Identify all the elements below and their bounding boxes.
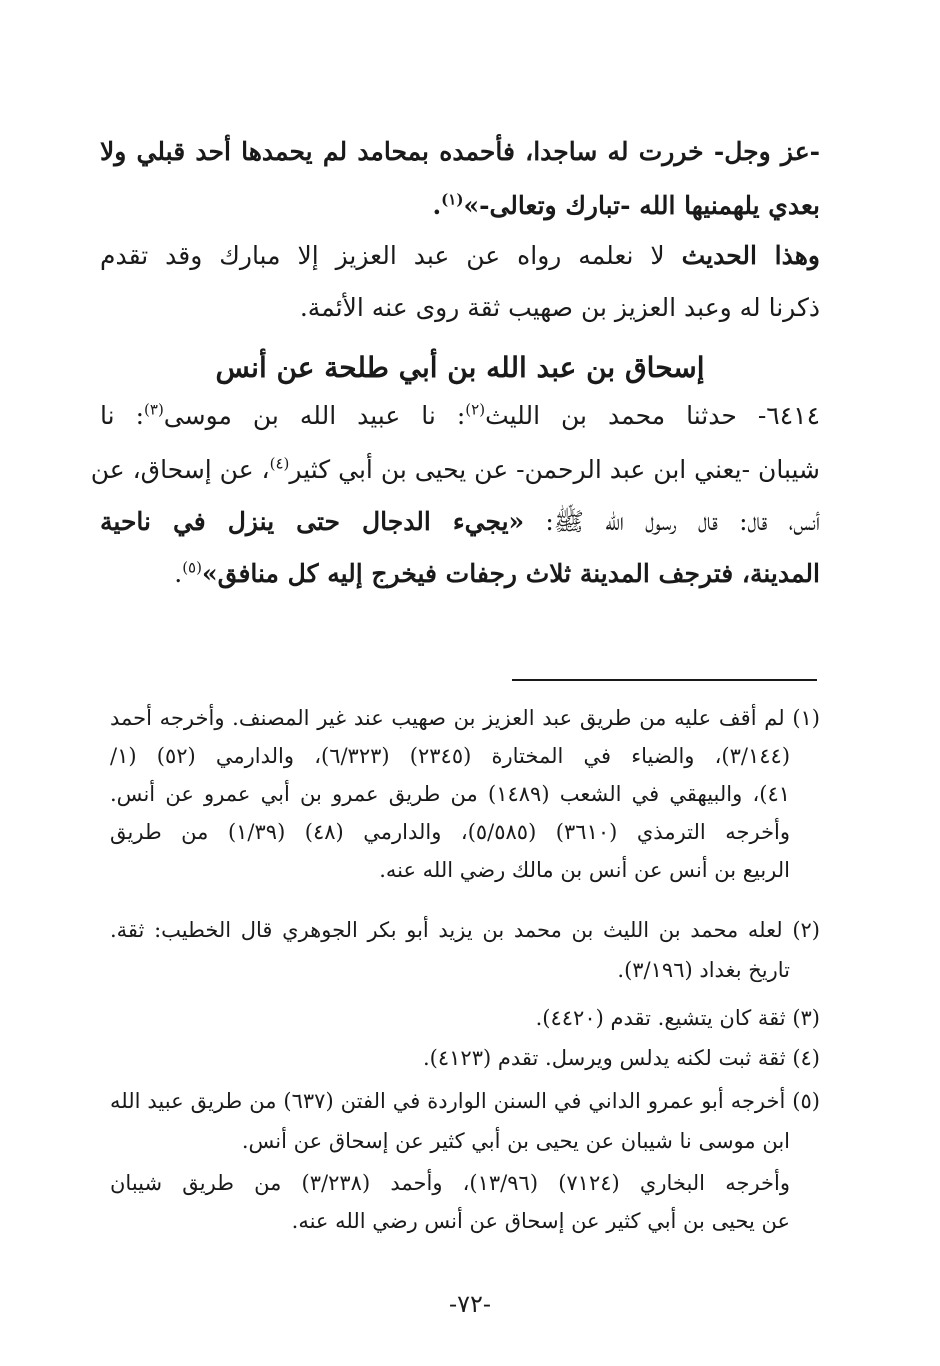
text-span: -عز وجل- خررت له ساجدا، فأحمده بمحامد لم يحمدها أحد قبلي ولا [100,137,820,166]
text-span: أنس، قال: قال رسول الله ﷺ: [524,507,821,536]
footnote-line: (٤) ثقة ثبت لكنه يدلس ويرسل. تقدم (٤١٢٣). [423,1046,820,1070]
text-line [100,128,820,176]
text-span: ذكرنا له وعبد العزيز بن صهيب ثقة روى عنه الأئمة. [299,293,820,322]
text-line [100,232,820,280]
text-line [100,392,820,440]
text-span: : نا عبيد الله بن موسى [163,401,466,430]
text-span: . [174,559,183,588]
text-span: ، عن إسحاق، عن [90,455,270,484]
text-line [100,182,820,230]
text-span: بعدي يلهمنيها الله -تبارك وتعالى-» [463,191,820,220]
footnote-ref[interactable]: (١) [441,190,464,209]
text-span: المدينة، فترجف المدينة ثلاث رجفات فيخرج إليه كل منافق» [201,559,820,588]
section-heading: إسحاق بن عبد الله بن أبي طلحة عن أنس [215,351,705,384]
text-span: وهذا الحديث [681,241,820,270]
footnote-line: (١) لم أقف عليه من طريق عبد العزيز بن صهيب عند غير المصنف. وأخرجه أحمد [110,706,820,730]
footnote-line: (٢) لعله محمد بن الليث بن محمد بن يزيد أبو بكر الجوهري قال الخطيب: ثقة. [110,918,820,942]
footnote-line: وأخرجه البخاري (٧١٢٤) (١٣/٩٦)، وأحمد (٣/٢٣٨) من طريق شيبان [110,1171,790,1195]
footnote-line: (٣) ثقة كان يتشيع. تقدم (٤٤٢٠). [535,1006,820,1030]
text-span: «يجيء الدجال حتى ينزل في ناحية [100,507,525,536]
footnote-line: ابن موسى نا شيبان عن يحيى بن أبي كثير عن إسحاق عن أنس. [241,1129,790,1153]
footnote-line: (٣/١٤٤)، والضياء في المختارة (٢٣٤٥) (٦/٣٢٣)، والدارمي (٥٢) (١/ [110,744,791,768]
footnote-line: ٤١)، والبيهقي في الشعب (١٤٨٩) من طريق عمرو بن أبي عمرو عن أنس. [110,782,790,806]
text-span: ٦٤١٤- حدثنا محمد بن الليث [485,401,820,430]
text-span: : نا [100,401,145,430]
footnote-line: (٥) أخرجه أبو عمرو الداني في السنن الواردة في الفتن (٦٣٧) من طريق عبيد الله [110,1089,820,1113]
page-number: -٧٢- [449,1290,491,1318]
text-line [100,550,820,598]
footnote-line: الربيع بن أنس عن أنس بن مالك رضي الله عنه. [379,858,790,882]
text-line [100,498,820,546]
text-span: . [432,191,442,220]
footnote-ref[interactable]: (٥) [182,558,202,577]
footnote-ref[interactable]: (٤) [269,454,290,473]
text-span: شيبان -يعني ابن عبد الرحمن- عن يحيى بن أبي كثير [289,455,820,484]
text-line [90,446,820,494]
footnote-ref[interactable]: (٣) [144,400,164,419]
footnote-line: تاريخ بغداد (٣/١٩٦). [617,958,790,982]
footnote-line: عن يحيى بن أبي كثير عن إسحاق عن أنس رضي الله عنه. [291,1209,790,1233]
footnote-ref[interactable]: (٢) [465,400,486,419]
footnote-line: وأخرجه الترمذي (٣٦١٠) (٥/٥٨٥)، والدارمي (٤٨) (١/٣٩) من طريق [110,820,791,844]
footnote-separator [512,679,817,681]
text-span: لا نعلمه رواه عن عبد العزيز إلا مبارك وقد تقدم [100,241,682,270]
text-line [100,284,820,332]
